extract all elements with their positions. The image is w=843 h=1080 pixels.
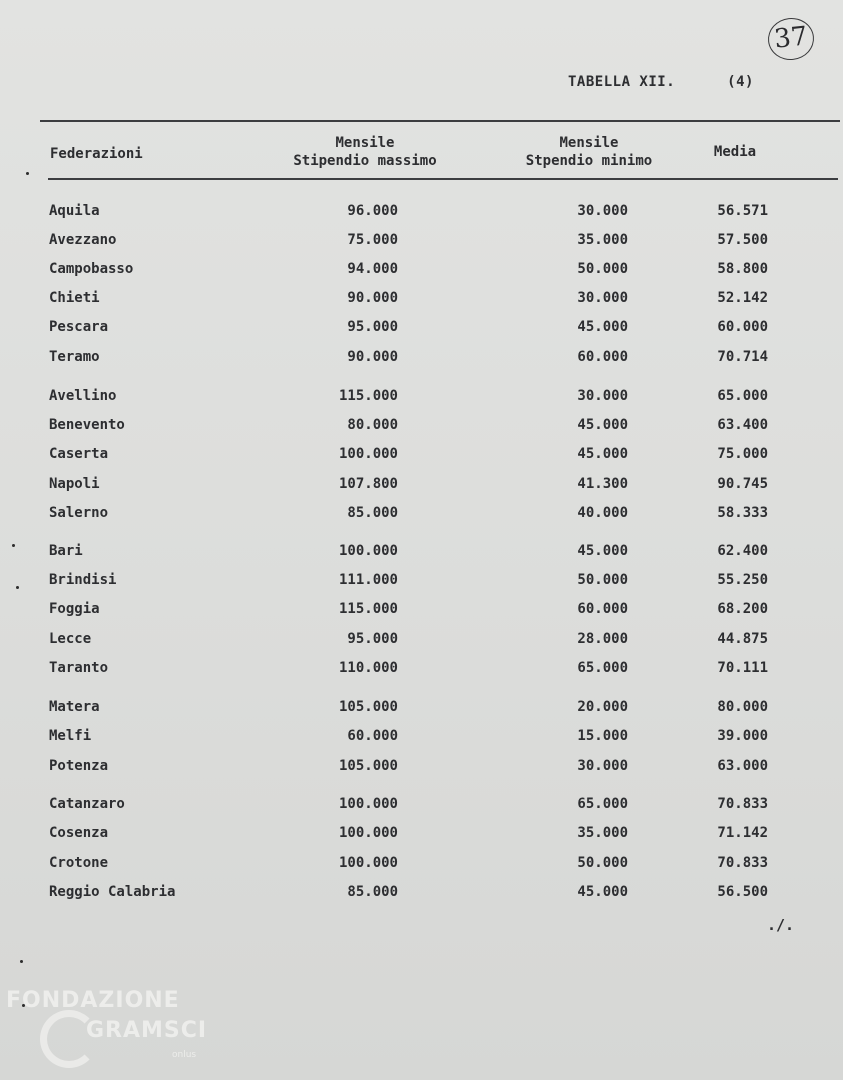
cell-stipendio-minimo: 50.000 <box>577 572 628 588</box>
cell-stipendio-massimo: 95.000 <box>347 631 398 647</box>
cell-media: 68.200 <box>717 601 768 617</box>
cell-stipendio-minimo: 41.300 <box>577 476 628 492</box>
cell-media: 39.000 <box>717 728 768 744</box>
cell-stipendio-massimo: 90.000 <box>347 349 398 365</box>
cell-federazione: Caserta <box>49 446 109 462</box>
table-row <box>0 540 843 562</box>
cell-media: 57.500 <box>717 232 768 248</box>
cell-federazione: Catanzaro <box>49 796 125 812</box>
table-row <box>0 696 843 718</box>
cell-media: 71.142 <box>717 825 768 841</box>
cell-stipendio-massimo: 96.000 <box>347 203 398 219</box>
cell-media: 70.833 <box>717 796 768 812</box>
cell-media: 80.000 <box>717 699 768 715</box>
cell-media: 58.333 <box>717 505 768 521</box>
cell-media: 52.142 <box>717 290 768 306</box>
scan-speck <box>20 960 23 963</box>
table-row <box>0 443 843 465</box>
cell-stipendio-massimo: 94.000 <box>347 261 398 277</box>
cell-media: 44.875 <box>717 631 768 647</box>
cell-federazione: Brindisi <box>49 572 117 588</box>
cell-media: 62.400 <box>717 543 768 559</box>
table-row <box>0 725 843 747</box>
cell-stipendio-massimo: 105.000 <box>338 758 398 774</box>
table-row <box>0 200 843 222</box>
cell-stipendio-minimo: 45.000 <box>577 543 628 559</box>
cell-stipendio-minimo: 30.000 <box>577 290 628 306</box>
table-row <box>0 822 843 844</box>
cell-federazione: Bari <box>49 543 83 559</box>
cell-stipendio-massimo: 115.000 <box>338 601 398 617</box>
cell-stipendio-minimo: 40.000 <box>577 505 628 521</box>
watermark-line2: GRAMSCI <box>86 1018 208 1043</box>
fondazione-gramsci-watermark <box>6 988 216 1074</box>
cell-federazione: Matera <box>49 699 100 715</box>
table-row <box>0 502 843 524</box>
cell-media: 58.800 <box>717 261 768 277</box>
header-massimo-line2: Stipendio massimo <box>293 153 437 169</box>
cell-stipendio-minimo: 60.000 <box>577 349 628 365</box>
table-row <box>0 598 843 620</box>
cell-stipendio-massimo: 80.000 <box>347 417 398 433</box>
watermark-sub: onlus <box>172 1050 197 1060</box>
cell-stipendio-minimo: 35.000 <box>577 232 628 248</box>
cell-stipendio-minimo: 45.000 <box>577 446 628 462</box>
table-title: TABELLA XII. <box>568 74 676 90</box>
cell-federazione: Crotone <box>49 855 109 871</box>
header-stipendio-massimo <box>272 134 458 170</box>
watermark-line1: FONDAZIONE <box>6 988 180 1013</box>
table-row <box>0 229 843 251</box>
cell-stipendio-minimo: 50.000 <box>577 855 628 871</box>
table-row <box>0 414 843 436</box>
header-media: Media <box>713 144 757 160</box>
cell-stipendio-minimo: 30.000 <box>577 758 628 774</box>
table-subnumber: (4) <box>727 74 754 90</box>
cell-media: 60.000 <box>717 319 768 335</box>
cell-stipendio-massimo: 95.000 <box>347 319 398 335</box>
cell-federazione: Avezzano <box>49 232 117 248</box>
header-massimo-line1: Mensile <box>335 135 395 151</box>
table-row <box>0 881 843 903</box>
cell-federazione: Reggio Calabria <box>49 884 176 900</box>
cell-stipendio-massimo: 105.000 <box>338 699 398 715</box>
header-minimo-line2: Stpendio minimo <box>525 153 653 169</box>
cell-stipendio-massimo: 107.800 <box>338 476 398 492</box>
cell-media: 70.111 <box>717 660 768 676</box>
cell-federazione: Taranto <box>49 660 109 676</box>
cell-stipendio-minimo: 45.000 <box>577 417 628 433</box>
table-row <box>0 346 843 368</box>
cell-federazione: Avellino <box>49 388 117 404</box>
cell-stipendio-minimo: 15.000 <box>577 728 628 744</box>
header-stipendio-minimo <box>504 134 674 170</box>
cell-stipendio-massimo: 85.000 <box>347 505 398 521</box>
cell-stipendio-massimo: 111.000 <box>338 572 398 588</box>
cell-federazione: Benevento <box>49 417 125 433</box>
cell-stipendio-minimo: 50.000 <box>577 261 628 277</box>
cell-federazione: Campobasso <box>49 261 134 277</box>
header-minimo-line1: Mensile <box>559 135 619 151</box>
table-row <box>0 385 843 407</box>
handwritten-page-number: 37 <box>766 16 816 63</box>
cell-federazione: Cosenza <box>49 825 109 841</box>
cell-media: 65.000 <box>717 388 768 404</box>
cell-federazione: Melfi <box>49 728 92 744</box>
table-row <box>0 258 843 280</box>
scan-speck <box>26 172 29 175</box>
table-row <box>0 628 843 650</box>
cell-federazione: Pescara <box>49 319 109 335</box>
continuation-mark: ./. <box>767 916 795 934</box>
cell-federazione: Potenza <box>49 758 109 774</box>
table-row <box>0 569 843 591</box>
cell-stipendio-massimo: 100.000 <box>338 446 398 462</box>
cell-media: 75.000 <box>717 446 768 462</box>
cell-federazione: Teramo <box>49 349 100 365</box>
cell-stipendio-massimo: 100.000 <box>338 796 398 812</box>
cell-media: 56.500 <box>717 884 768 900</box>
table-row <box>0 287 843 309</box>
table-row <box>0 755 843 777</box>
cell-media: 63.400 <box>717 417 768 433</box>
cell-stipendio-minimo: 45.000 <box>577 884 628 900</box>
table-row <box>0 657 843 679</box>
top-rule <box>40 120 840 122</box>
scan-speck <box>12 544 15 547</box>
scan-speck <box>16 586 19 589</box>
cell-federazione: Salerno <box>49 505 109 521</box>
cell-stipendio-massimo: 60.000 <box>347 728 398 744</box>
cell-stipendio-minimo: 60.000 <box>577 601 628 617</box>
cell-stipendio-minimo: 30.000 <box>577 388 628 404</box>
cell-stipendio-minimo: 65.000 <box>577 660 628 676</box>
cell-stipendio-minimo: 35.000 <box>577 825 628 841</box>
cell-stipendio-minimo: 20.000 <box>577 699 628 715</box>
cell-stipendio-massimo: 100.000 <box>338 825 398 841</box>
cell-stipendio-minimo: 30.000 <box>577 203 628 219</box>
cell-stipendio-minimo: 65.000 <box>577 796 628 812</box>
cell-federazione: Chieti <box>49 290 100 306</box>
table-row <box>0 793 843 815</box>
cell-media: 55.250 <box>717 572 768 588</box>
cell-media: 90.745 <box>717 476 768 492</box>
cell-federazione: Lecce <box>49 631 92 647</box>
header-rule <box>48 178 838 180</box>
cell-stipendio-minimo: 45.000 <box>577 319 628 335</box>
table-row <box>0 473 843 495</box>
table-row <box>0 852 843 874</box>
table-row <box>0 316 843 338</box>
cell-stipendio-massimo: 90.000 <box>347 290 398 306</box>
cell-stipendio-minimo: 28.000 <box>577 631 628 647</box>
cell-media: 70.714 <box>717 349 768 365</box>
header-federazioni: Federazioni <box>50 146 143 162</box>
cell-media: 63.000 <box>717 758 768 774</box>
cell-stipendio-massimo: 75.000 <box>347 232 398 248</box>
cell-media: 70.833 <box>717 855 768 871</box>
cell-stipendio-massimo: 100.000 <box>338 855 398 871</box>
cell-media: 56.571 <box>717 203 768 219</box>
cell-federazione: Napoli <box>49 476 100 492</box>
cell-stipendio-massimo: 115.000 <box>338 388 398 404</box>
cell-stipendio-massimo: 85.000 <box>347 884 398 900</box>
cell-federazione: Aquila <box>49 203 100 219</box>
cell-stipendio-massimo: 110.000 <box>338 660 398 676</box>
cell-stipendio-massimo: 100.000 <box>338 543 398 559</box>
cell-federazione: Foggia <box>49 601 100 617</box>
table-label <box>568 74 754 90</box>
